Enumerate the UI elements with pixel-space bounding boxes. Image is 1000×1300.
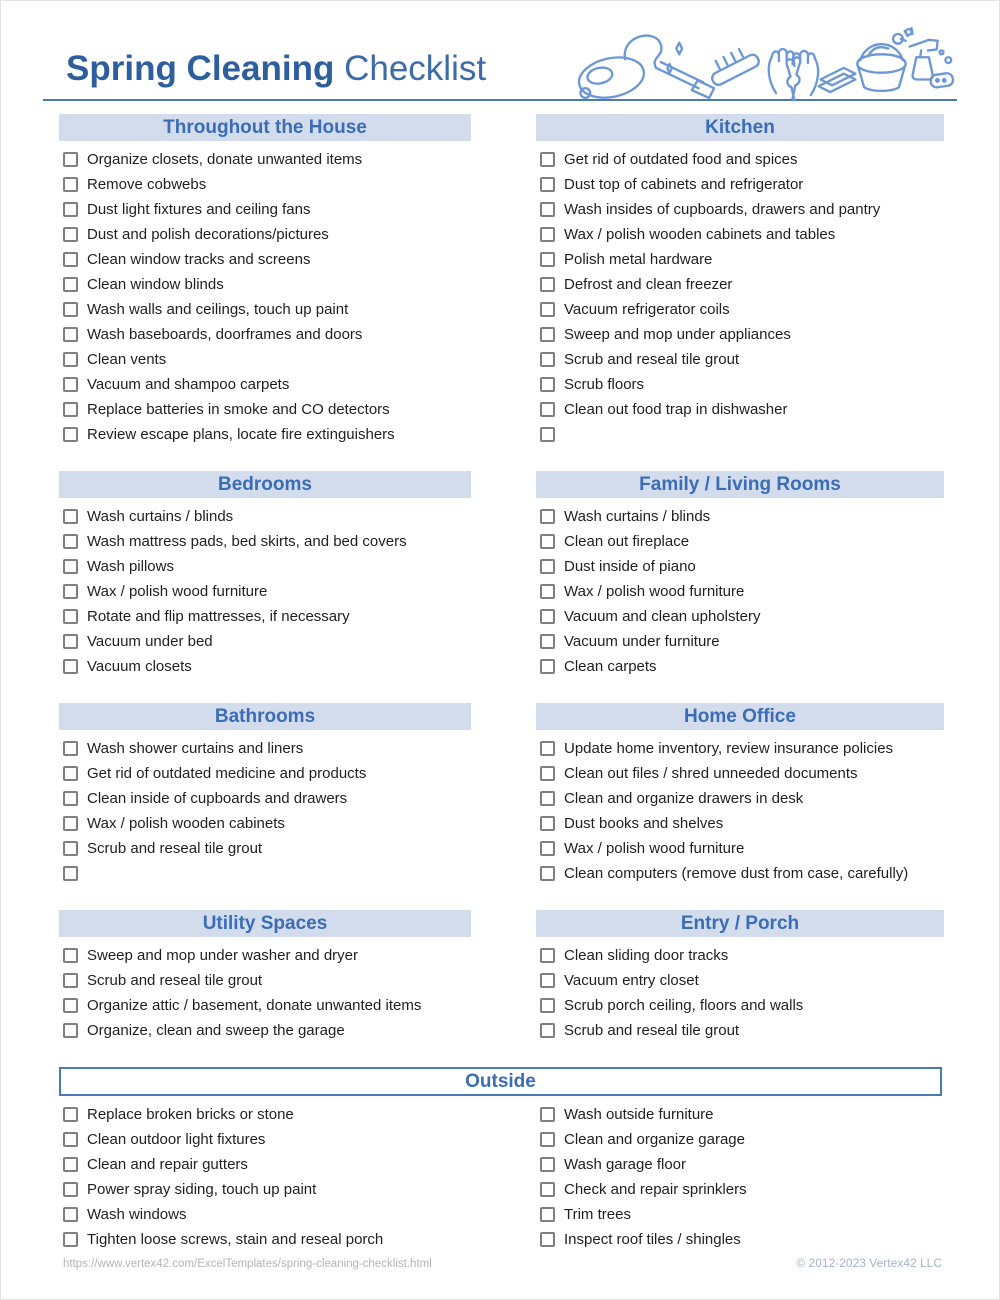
checklist-item [536,604,944,629]
checklist-item [536,1202,944,1227]
checkbox[interactable] [63,402,78,417]
checkbox[interactable] [540,302,555,317]
checkbox[interactable] [540,866,555,881]
checkbox[interactable] [540,1182,555,1197]
item-label: Clean computers (remove dust from case, carefully) [564,865,909,882]
item-label: Trim trees [564,1206,631,1223]
item-label: Wash curtains / blinds [87,508,234,525]
checklist-item [536,504,944,529]
checklist-item [536,1227,944,1252]
item-label: Remove cobwebs [87,176,207,193]
checkbox[interactable] [63,202,78,217]
item-label: Clean sliding door tracks [564,947,729,964]
item-label: Wash pillows [87,558,174,575]
checkbox[interactable] [540,816,555,831]
section-title: Family / Living Rooms [536,471,944,498]
checkbox[interactable] [540,1232,555,1247]
item-label: Clean out food trap in dishwasher [564,401,788,418]
checklist-item [536,861,944,886]
checkbox[interactable] [63,1157,78,1172]
item-label: Wash windows [87,1206,187,1223]
checklist-item [536,147,944,172]
checkbox[interactable] [63,177,78,192]
checkbox[interactable] [540,509,555,524]
section-items [536,498,944,679]
checklist-item [59,172,471,197]
item-label: Vacuum and clean upholstery [564,608,761,625]
section-bathrooms [59,703,471,886]
checklist-item [536,654,944,679]
checklist-item [59,604,471,629]
checkbox[interactable] [63,534,78,549]
item-label: Organize, clean and sweep the garage [87,1022,345,1039]
page-title-light: Checklist [334,49,487,88]
checklist-content [59,114,942,1252]
section-title-outside: Outside [59,1067,942,1096]
outside-right-items [536,1096,944,1252]
checkbox[interactable] [63,1182,78,1197]
item-label: Dust books and shelves [564,815,724,832]
checklist-item [536,836,944,861]
checklist-item [59,372,471,397]
checklist-item [536,993,944,1018]
section-title: Home Office [536,703,944,730]
checkbox[interactable] [63,866,78,881]
item-label: Wax / polish wood furniture [564,840,745,857]
checkbox[interactable] [540,402,555,417]
checklist-item [59,1177,471,1202]
checkbox[interactable] [540,202,555,217]
checklist-item [536,397,944,422]
item-label: Review escape plans, locate fire extinguishers [87,426,395,443]
item-label: Clean and organize garage [564,1131,745,1148]
checklist-item [59,629,471,654]
checklist-item-empty [536,422,944,447]
checklist-item [536,968,944,993]
item-label: Dust top of cabinets and refrigerator [564,176,804,193]
checkbox[interactable] [540,791,555,806]
checkbox[interactable] [63,791,78,806]
checklist-item [536,811,944,836]
section-title: Kitchen [536,114,944,141]
checklist-item [536,529,944,554]
checklist-item [59,1152,471,1177]
checkbox[interactable] [540,766,555,781]
item-label: Vacuum under furniture [564,633,720,650]
page-title-bold: Spring Cleaning [66,49,335,88]
checkbox[interactable] [63,1232,78,1247]
checkbox[interactable] [63,327,78,342]
section-title: Utility Spaces [59,910,471,937]
left-column [59,114,471,1067]
section-title: Entry / Porch [536,910,944,937]
item-label: Scrub porch ceiling, floors and walls [564,997,804,1014]
item-label: Wax / polish wooden cabinets [87,815,285,832]
page-footer [63,1256,942,1270]
item-label: Clean inside of cupboards and drawers [87,790,348,807]
outside-left-items [59,1096,471,1252]
checkbox[interactable] [63,973,78,988]
item-label: Dust light fixtures and ceiling fans [87,201,311,218]
checklist-item [59,297,471,322]
checklist-item [536,943,944,968]
checklist-item [59,654,471,679]
checkbox[interactable] [63,948,78,963]
checkbox[interactable] [540,584,555,599]
item-label: Vacuum refrigerator coils [564,301,730,318]
checkbox[interactable] [540,841,555,856]
checklist-item [536,247,944,272]
item-label: Organize closets, donate unwanted items [87,151,363,168]
item-label: Scrub and reseal tile grout [564,351,740,368]
checklist-item [59,529,471,554]
item-label: Vacuum entry closet [564,972,699,989]
item-label: Vacuum and shampoo carpets [87,376,290,393]
checkbox[interactable] [540,1132,555,1147]
checkbox[interactable] [540,1157,555,1172]
item-label: Clean and organize drawers in desk [564,790,804,807]
item-label: Clean vents [87,351,167,368]
checkbox[interactable] [63,1207,78,1222]
checklist-item [536,736,944,761]
checkbox[interactable] [540,252,555,267]
item-label: Wax / polish wood furniture [564,583,745,600]
checklist-item [536,761,944,786]
item-label: Dust inside of piano [564,558,696,575]
checklist-item [59,579,471,604]
copyright-text: © 2012-2023 Vertex42 LLC [796,1256,942,1270]
page-title [66,49,486,99]
checklist-item [536,347,944,372]
checklist-item [59,1202,471,1227]
item-label: Scrub and reseal tile grout [87,972,263,989]
checklist-item [536,172,944,197]
item-label: Sweep and mop under washer and dryer [87,947,358,964]
section-bedrooms [59,471,471,679]
checkbox[interactable] [540,227,555,242]
item-label: Tighten loose screws, stain and reseal porch [87,1231,384,1248]
checklist-item [59,147,471,172]
checklist-item [536,322,944,347]
checkbox[interactable] [63,227,78,242]
checkbox[interactable] [63,841,78,856]
section-items [59,498,471,679]
checklist-item [536,1152,944,1177]
checklist-item [59,811,471,836]
item-label: Organize attic / basement, donate unwanted items [87,997,422,1014]
checklist-item [59,836,471,861]
checkbox[interactable] [63,1132,78,1147]
item-label: Inspect roof tiles / shingles [564,1231,741,1248]
checkbox[interactable] [63,609,78,624]
checkbox[interactable] [63,634,78,649]
checkbox[interactable] [540,152,555,167]
item-label: Wash outside furniture [564,1106,714,1123]
checkbox[interactable] [540,277,555,292]
checklist-item [59,272,471,297]
checkbox[interactable] [540,609,555,624]
item-label: Wash baseboards, doorframes and doors [87,326,363,343]
item-label: Dust and polish decorations/pictures [87,226,329,243]
checkbox[interactable] [63,1023,78,1038]
checklist-item [536,579,944,604]
section-kitchen [536,114,944,447]
item-label: Clean window tracks and screens [87,251,311,268]
checklist-item [536,297,944,322]
section-title: Bedrooms [59,471,471,498]
checklist-item [59,736,471,761]
checklist-item [536,1102,944,1127]
item-label: Replace batteries in smoke and CO detectors [87,401,390,418]
item-label: Defrost and clean freezer [564,276,733,293]
item-label: Rotate and flip mattresses, if necessary [87,608,350,625]
checkbox[interactable] [540,973,555,988]
checkbox[interactable] [540,377,555,392]
item-label: Wash garage floor [564,1156,687,1173]
section-items [59,730,471,886]
checkbox[interactable] [63,659,78,674]
checkbox[interactable] [540,948,555,963]
item-label: Scrub floors [564,376,645,393]
checklist-item [59,247,471,272]
checkbox[interactable] [540,177,555,192]
checklist-item [536,197,944,222]
item-label: Clean carpets [564,658,657,675]
checkbox[interactable] [540,559,555,574]
section-items [536,937,944,1043]
checklist-item [536,786,944,811]
item-label: Wash shower curtains and liners [87,740,304,757]
checkbox[interactable] [540,1107,555,1122]
checklist-item [536,222,944,247]
checkbox[interactable] [63,741,78,756]
checkbox[interactable] [63,766,78,781]
checkbox[interactable] [540,659,555,674]
section-utility-spaces [59,910,471,1043]
item-label: Wax / polish wooden cabinets and tables [564,226,836,243]
section-items [59,141,471,447]
checklist-item [59,197,471,222]
section-title: Throughout the House [59,114,471,141]
item-label: Update home inventory, review insurance policies [564,740,894,757]
checkbox[interactable] [540,327,555,342]
item-label: Vacuum under bed [87,633,213,650]
section-title: Bathrooms [59,703,471,730]
checkbox[interactable] [63,302,78,317]
item-label: Wax / polish wood furniture [87,583,268,600]
checklist-item [536,272,944,297]
checklist-item [59,554,471,579]
checkbox[interactable] [63,427,78,442]
checkbox[interactable] [63,509,78,524]
checklist-item [59,322,471,347]
checklist-item [59,786,471,811]
checkbox[interactable] [63,584,78,599]
checkbox[interactable] [540,352,555,367]
checkbox[interactable] [63,816,78,831]
checkbox[interactable] [540,1023,555,1038]
checkbox[interactable] [63,352,78,367]
item-label: Get rid of outdated medicine and products [87,765,367,782]
section-entry-porch [536,910,944,1043]
item-label: Scrub and reseal tile grout [87,840,263,857]
item-label: Wash curtains / blinds [564,508,711,525]
checklist-item [59,397,471,422]
checklist-item [59,1018,471,1043]
section-items [59,937,471,1043]
item-label: Get rid of outdated food and spices [564,151,798,168]
checkbox[interactable] [63,559,78,574]
item-label: Polish metal hardware [564,251,713,268]
checklist-item [59,222,471,247]
checklist-item [59,347,471,372]
item-label: Check and repair sprinklers [564,1181,747,1198]
checklist-item [59,993,471,1018]
checkbox[interactable] [63,998,78,1013]
checkbox[interactable] [63,1107,78,1122]
checklist-item [59,1227,471,1252]
item-label: Wash walls and ceilings, touch up paint [87,301,349,318]
item-label: Wash insides of cupboards, drawers and pantry [564,201,881,218]
page-header [43,1,957,101]
checklist-item [59,761,471,786]
checklist-item [536,1177,944,1202]
item-label: Wash mattress pads, bed skirts, and bed covers [87,533,407,550]
item-label: Power spray siding, touch up paint [87,1181,317,1198]
checklist-item [59,1127,471,1152]
checkbox[interactable] [540,998,555,1013]
item-label: Scrub and reseal tile grout [564,1022,740,1039]
item-label: Clean window blinds [87,276,224,293]
checklist-item [536,1018,944,1043]
checkbox[interactable] [540,741,555,756]
checkbox[interactable] [63,152,78,167]
checklist-item [536,372,944,397]
checkbox[interactable] [540,634,555,649]
checklist-item-empty [59,861,471,886]
checkbox[interactable] [63,377,78,392]
right-column [536,114,944,1067]
item-label: Clean out fireplace [564,533,690,550]
checklist-item [59,943,471,968]
item-label: Vacuum closets [87,658,192,675]
checklist-item [59,422,471,447]
checkbox[interactable] [540,427,555,442]
checklist-item [536,1127,944,1152]
checklist-item [536,554,944,579]
item-label: Clean out files / shred unneeded documents [564,765,858,782]
checkbox[interactable] [540,534,555,549]
checklist-item [536,629,944,654]
section-items [536,141,944,447]
checkbox[interactable] [540,1207,555,1222]
checklist-item [59,968,471,993]
cleaning-supplies-illustration-icon [565,27,957,101]
item-label: Clean and repair gutters [87,1156,248,1173]
checklist-item [59,504,471,529]
section-throughout-the-house [59,114,471,447]
item-label: Sweep and mop under appliances [564,326,791,343]
item-label: Clean outdoor light fixtures [87,1131,266,1148]
source-url: https://www.vertex42.com/ExcelTemplates/spring-cleaning-checklist.html [63,1258,432,1270]
section-home-office [536,703,944,886]
checkbox[interactable] [63,252,78,267]
item-label: Replace broken bricks or stone [87,1106,294,1123]
section-family-living-rooms [536,471,944,679]
checkbox[interactable] [63,277,78,292]
checklist-item [59,1102,471,1127]
section-items [536,730,944,886]
section-outside [59,1067,942,1252]
